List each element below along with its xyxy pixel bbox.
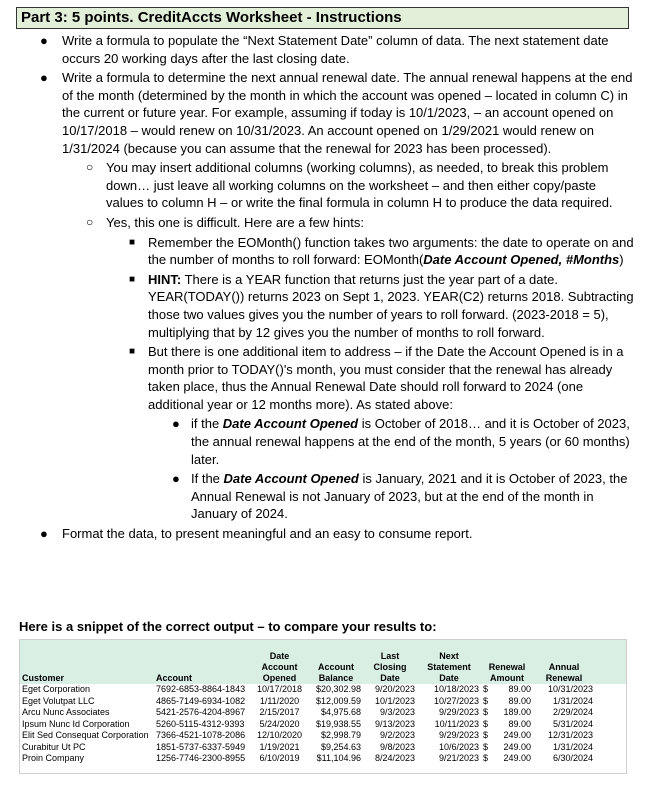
square-bullet-icon: ■ — [129, 346, 136, 358]
bullet-dot-icon: ● — [40, 33, 48, 48]
output-grid — [20, 640, 595, 765]
output-table — [19, 639, 627, 774]
table-row: Eget Corporation 7692-6853-8864-1843 10/17/2018 $20,302.98 9/20/2023 10/18/2023 $ 89.00 10/31/2023 — [22, 684, 593, 694]
bullet-dot-icon: ● — [40, 526, 48, 542]
table-row: Eget Volutpat LLC 4865-7149-6934-1082 1/11/2020 $12,009.59 10/1/2023 10/27/2023 $ 89.00 1/31/2024 — [22, 695, 593, 706]
table-row: Elit Sed Consequat Corporation 7366-4521-1078-2086 12/10/2020 $2,998.79 9/2/2023 9/29/2023 $ 249.00 12/31/2023 — [22, 730, 593, 740]
bullet-dot-icon: ● — [172, 471, 180, 487]
col-account: Account — [156, 673, 192, 683]
col-renewal-amount: Renewal Amount — [488, 662, 526, 683]
bullet-dot-icon: ● — [40, 70, 48, 86]
sub-item-working-columns: ○ You may insert additional columns (working columns), as needed, to break this problem down… just leave all working columns on the worksheet – and then either copy/paste values to column H – or write the final formula in column H to produce the data required. — [86, 160, 613, 211]
hollow-circle-icon: ○ — [86, 214, 94, 229]
col-customer: Customer — [22, 673, 65, 683]
bullet-item-annual-renewal: ● Write a formula to determine the next annual renewal date. The annual renewal happens at the end of the month (determined by the month in which the account was opened – located in column C) in the current or future year. For example, assuming if today is 10/1/2023, – an account opened on 10/17/2018 – would renew on 10/31/2023. An account opened on 1/29/2021 would renew on 1/31/2024 (because you can assume that the renewal for 2023 has been processed). — [40, 70, 633, 156]
bullet-dot-icon: ● — [172, 416, 180, 432]
snippet-heading: Here is a snippet of the correct output – to compare your results to: — [19, 619, 437, 634]
col-closing: Last Closing Date — [373, 651, 407, 683]
instructions-body — [0, 32, 653, 543]
hint-additional-item: ■ But there is one additional item to address – if the Date the Account Opened is in a month prior to TODAY()'s month, you must consider that the renewal has already taken place, thus the Annual Renewal Date should roll forward to 2024 (one additional year or 12 months more). As stated above: — [129, 344, 624, 412]
bullet-item-format: ● Format the data, to present meaningful and an easy to consume report. — [40, 526, 473, 542]
table-row: Ipsum Nunc Id Corporation 5260-5115-4312-9393 5/24/2020 $19,938.55 9/13/2023 10/11/2023 $ 89.00 5/31/2024 — [22, 718, 593, 729]
square-bullet-icon: ■ — [129, 236, 136, 248]
col-balance: Account Balance — [318, 662, 354, 683]
table-row: Curabitur Ut PC 1851-5737-6337-5949 1/19/2021 $9,254.63 9/8/2023 10/6/2023 $ 249.00 1/31/2024 — [22, 741, 593, 752]
hint-year-function: ■ HINT: There is a YEAR function that returns just the year part of a date. YEAR(TODAY()) returns 2023 on Sept 1, 2023. YEAR(C2) returns 2018. Subtracting those two values gives you the number of years to roll forward. (2023-2018 = 5), multiplying that by 12 gives you the number of months to roll forward. — [129, 271, 634, 340]
section-title: Part 3: 5 points. CreditAccts Worksheet - Instructions — [21, 9, 402, 26]
hint-eomonth: ■ Remember the EOMonth() function takes two arguments: the date to operate on and the number of months to roll forward: EOMonth(Date Account Opened, #Months) — [129, 234, 634, 268]
table-row: Arcu Nunc Associates 5421-2576-4204-8967 2/15/2017 $4,975.68 9/3/2023 9/29/2023 $ 189.00 2/29/2024 — [22, 707, 593, 717]
section-header — [16, 7, 629, 29]
square-bullet-icon: ■ — [129, 273, 136, 285]
col-annual: Annual Renewal — [545, 662, 583, 683]
col-opened: Date Account Opened — [261, 651, 298, 683]
hollow-circle-icon: ○ — [86, 160, 94, 175]
example-january: ● If the Date Account Opened is January, 2021 and it is October of 2023, the Annual Renewal is not January of 2023, but at the end of the month in January of 2024. — [172, 471, 628, 522]
col-next: Next Statement Date — [427, 651, 471, 683]
bullet-item-next-statement: ● Write a formula to populate the “Next Statement Date” column of data. The next statement date occurs 20 working days after the last closing date. — [40, 33, 609, 66]
sub-item-hints-intro: ○ Yes, this one is difficult. Here are a few hints: — [86, 214, 364, 230]
example-october: ● if the Date Account Opened is October of 2018… and it is October of 2023, the annual renewal happens at the end of the month, 5 years (or 60 months) later. — [172, 416, 630, 467]
table-row: Proin Company 1256-7746-2300-8955 6/10/2019 $11,104.96 8/24/2023 9/21/2023 $ 249.00 6/30/2024 — [22, 753, 593, 763]
table-header-row — [20, 640, 595, 684]
